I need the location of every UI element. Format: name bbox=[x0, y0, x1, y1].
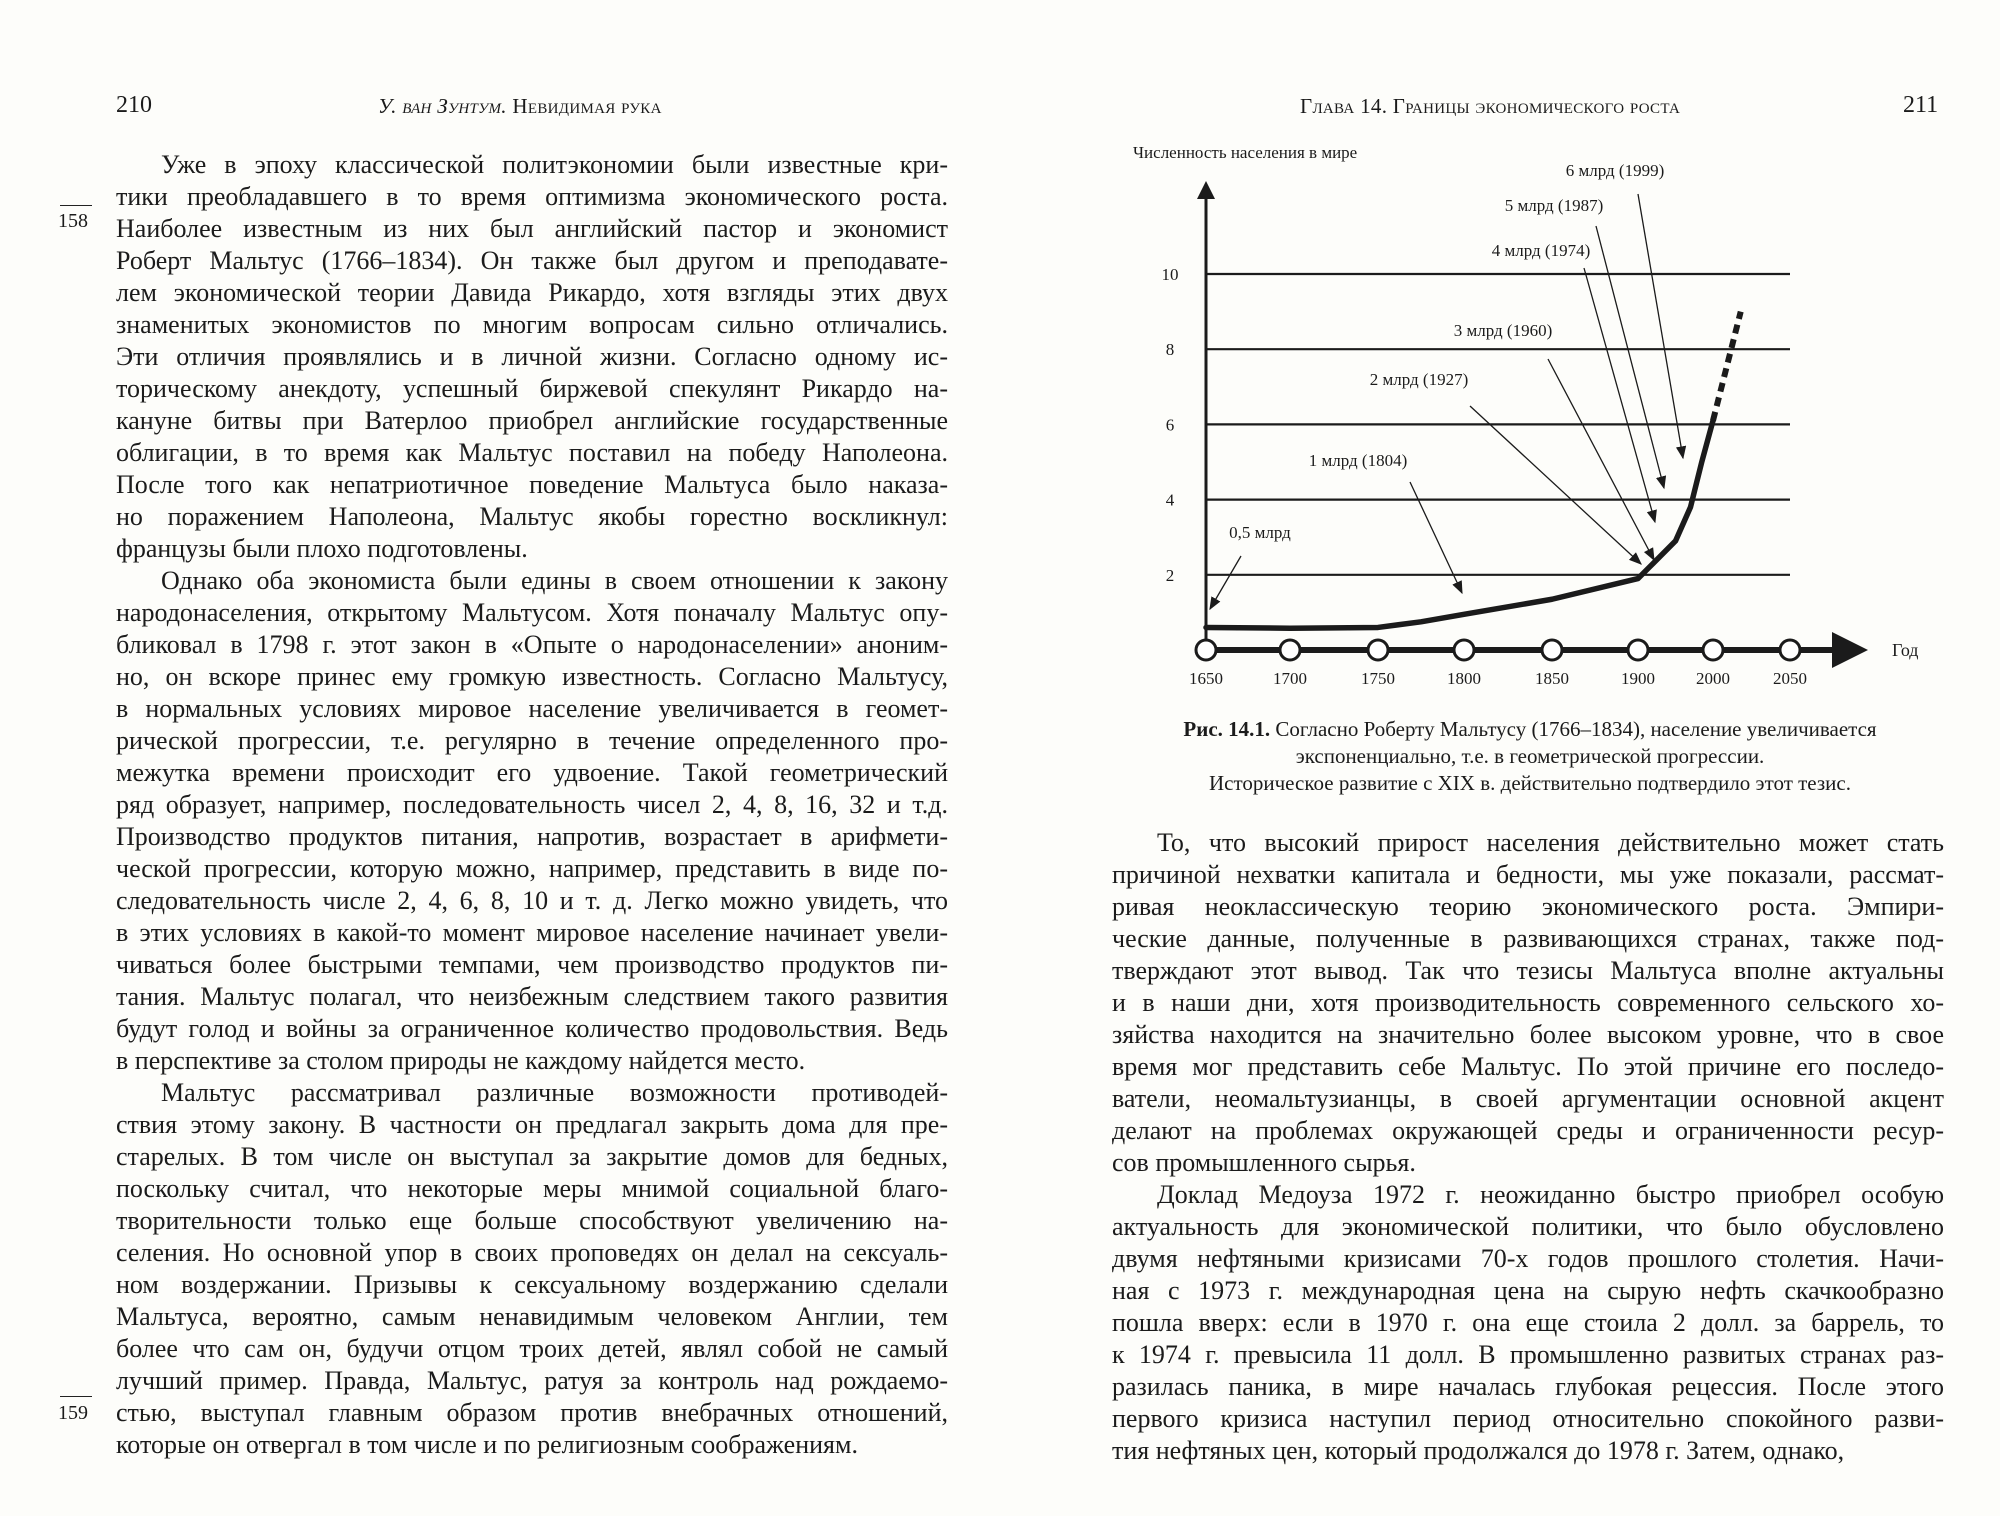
text-line: тия нефтяных цен, который продолжался до 1978 г. Затем, однако, bbox=[1112, 1436, 1845, 1465]
annotation-label: 2 млрд (1927) bbox=[1369, 370, 1469, 389]
text-line: более что сам он, будучи отцом троих детей, являл собой не самый bbox=[116, 1334, 948, 1363]
text-line: Уже в эпоху классической политэкономии были известные кри- bbox=[161, 150, 948, 179]
annotation-arrow bbox=[1638, 194, 1683, 458]
x-tick-marker bbox=[1542, 640, 1562, 660]
text-line: торическому анекдоту, успешный биржевой спекулянт Рикардо на- bbox=[116, 374, 948, 403]
text-line: но, он вскоре принес ему громкую известность. Согласно Мальтусу, bbox=[116, 662, 948, 691]
annotation-label: 4 млрд (1974) bbox=[1491, 241, 1591, 260]
annotation-arrow bbox=[1470, 406, 1641, 564]
text-line: разилась паника, в мире началась глубокая рецессия. После этого bbox=[1112, 1372, 1944, 1401]
x-tick-marker bbox=[1368, 640, 1388, 660]
text-line: ствия этому закону. В частности он предлагал закрыть дома для пре- bbox=[116, 1110, 948, 1139]
text-line: ривая неоклассическую теорию экономического роста. Эмпири- bbox=[1112, 892, 1944, 921]
annotation-label: 5 млрд (1987) bbox=[1504, 196, 1604, 215]
text-line: французы были плохо подготовлены. bbox=[116, 534, 528, 563]
annotation-label: 3 млрд (1960) bbox=[1453, 321, 1553, 340]
text-line: ватели, неомальтузианцы, в своей аргументации основной акцент bbox=[1112, 1084, 1944, 1113]
text-line: следовательность числе 2, 4, 6, 8, 10 и т. д. Легко можно увидеть, что bbox=[116, 886, 948, 915]
caption-line: экспоненциально, т.е. в геометрической прогрессии. bbox=[1295, 744, 1765, 768]
y-axis-label: Численность населения в мире bbox=[1133, 143, 1358, 162]
text-line: ряд образует, например, последовательность чисел 2, 4, 8, 16, 32 и т.д. bbox=[116, 790, 948, 819]
text-line: рической прогрессии, т.е. регулярно в течение определенного про- bbox=[116, 726, 948, 755]
annotation-label: 1 млрд (1804) bbox=[1308, 451, 1408, 470]
text-line: Наиболее известным из них был английский пастор и экономист bbox=[116, 214, 948, 243]
margin-page-ref: 159 bbox=[58, 1402, 88, 1424]
text-line: Производство продуктов питания, напротив, возрастает в арифмети- bbox=[116, 822, 948, 851]
text-line: ном воздержании. Призывы к сексуальному воздержанию сделали bbox=[116, 1270, 948, 1299]
text-line: межутка времени происходит его удвоение. Такой геометрический bbox=[116, 758, 948, 787]
annotation-arrow bbox=[1584, 268, 1655, 522]
text-line: ческой прогрессии, которую можно, например, представить в виде по- bbox=[116, 854, 948, 883]
text-line: творительности только еще больше способствуют увеличению на- bbox=[116, 1206, 948, 1235]
series-line-projection bbox=[1713, 312, 1741, 421]
text-line: После того как непатриотичное поведение Мальтуса было наказа- bbox=[116, 470, 948, 499]
running-head: Глава 14. Границы экономического роста bbox=[1300, 94, 1681, 118]
x-tick-label: 2000 bbox=[1696, 669, 1730, 688]
text-line: ческие данные, полученные в развивающихся странах, также под- bbox=[1112, 924, 1944, 953]
text-line: будут голод и войны за ограниченное количество продовольствия. Ведь bbox=[116, 1014, 948, 1043]
text-line: причиной нехватки капитала и бедности, мы уже показали, рассмат- bbox=[1112, 860, 1944, 889]
text-line: лучший пример. Правда, Мальтус, ратуя за контроль над рождаемо- bbox=[116, 1366, 948, 1395]
text-line: Доклад Медоуза 1972 г. неожиданно быстро приобрел особую bbox=[1157, 1180, 1944, 1209]
text-line: первого кризиса наступил период относительно спокойного разви- bbox=[1112, 1404, 1944, 1433]
annotation-label: 0,5 млрд bbox=[1229, 523, 1291, 542]
text-line: тания. Мальтус полагал, что неизбежным следствием такого развития bbox=[116, 982, 948, 1011]
text-line: облигации, в то время как Мальтус поставил на победу Наполеона. bbox=[116, 438, 948, 467]
text-line: поскольку считал, что некоторые меры мнимой социальной благо- bbox=[116, 1174, 948, 1203]
text-line: старелых. В том числе он выступал за закрытие домов для бедных, bbox=[116, 1142, 948, 1171]
caption-text: Согласно Роберту Мальтусу (1766–1834), население увеличивается bbox=[1275, 717, 1877, 741]
text-line: ная с 1973 г. международная цена на сырую нефть скачкообразно bbox=[1112, 1276, 1944, 1305]
text-line: Роберт Мальтус (1766–1834). Он также был другом и преподавате- bbox=[116, 246, 948, 275]
x-tick-label: 1900 bbox=[1621, 669, 1655, 688]
text-line: лем экономической теории Давида Рикардо, хотя взгляды этих двух bbox=[116, 278, 948, 307]
text-line: делают на проблемах окружающей среды и ограниченности ресур- bbox=[1112, 1116, 1944, 1145]
margin-page-ref: 158 bbox=[58, 210, 88, 232]
text-line: в перспективе за столом природы не каждому найдется место. bbox=[116, 1046, 806, 1075]
text-line: в нормальных условиях мировое население увеличивается в геомет- bbox=[116, 694, 948, 723]
text-line: пошла вверх: если в 1970 г. она еще стоила 2 долл. за баррель, то bbox=[1112, 1308, 1944, 1337]
text-line: двумя нефтяными кризисами 70-х годов прошлого столетия. Начи- bbox=[1112, 1244, 1944, 1273]
x-tick-label: 1800 bbox=[1447, 669, 1481, 688]
text-line: Мальтус рассматривал различные возможности противодей- bbox=[161, 1078, 948, 1107]
annotation-arrow bbox=[1596, 226, 1664, 488]
text-line: сов промышленного сырья. bbox=[1112, 1148, 1416, 1177]
text-line: чиваться более быстрыми темпами, чем производство продуктов пи- bbox=[116, 950, 948, 979]
text-line: но поражением Наполеона, Мальтус якобы горестно воскликнул: bbox=[116, 502, 948, 531]
x-tick-marker bbox=[1628, 640, 1648, 660]
running-head-author: У. ван Зунтум. bbox=[378, 94, 507, 118]
text-line: в этих условиях в какой-то момент мировое население начинает увели- bbox=[116, 918, 948, 947]
x-tick-marker bbox=[1196, 640, 1216, 660]
text-line: Эти отличия проявлялись и в личной жизни. Согласно одному ис- bbox=[116, 342, 948, 371]
x-tick-label: 1850 bbox=[1535, 669, 1569, 688]
text-line: бликовал в 1798 г. этот закон в «Опыте о народонаселении» аноним- bbox=[116, 630, 948, 659]
caption-line: Историческое развитие с XIX в. действительно подтвердило этот тезис. bbox=[1209, 771, 1851, 795]
running-head-title: Невидимая рука bbox=[512, 94, 662, 118]
text-line: и в наши дни, хотя производительность современного сельского хо- bbox=[1112, 988, 1944, 1017]
y-tick-label: 4 bbox=[1165, 490, 1175, 510]
page-number: 210 bbox=[116, 92, 152, 118]
text-line: кануне битвы при Ватерлоо приобрел английские государственные bbox=[116, 406, 948, 435]
annotation-arrow bbox=[1210, 556, 1241, 609]
x-tick-label: 1650 bbox=[1189, 669, 1223, 688]
y-tick-label: 10 bbox=[1161, 265, 1179, 284]
x-tick-marker bbox=[1280, 640, 1300, 660]
text-line: время мог представить себе Мальтус. По этой причине его последо- bbox=[1112, 1052, 1944, 1081]
x-tick-marker bbox=[1780, 640, 1800, 660]
annotation-label: 6 млрд (1999) bbox=[1565, 161, 1665, 180]
x-tick-label: 1750 bbox=[1361, 669, 1395, 688]
text-line: актуальность для экономической политики, что было обусловлено bbox=[1112, 1212, 1944, 1241]
text-line: народонаселения, открытому Мальтусом. Хотя поначалу Мальтус опу- bbox=[116, 598, 948, 627]
x-tick-marker bbox=[1703, 640, 1723, 660]
text-line: Мальтуса, вероятно, самым ненавидимым человеком Англии, тем bbox=[116, 1302, 948, 1331]
text-line: стью, выступал главным образом против внебрачных отношений, bbox=[116, 1398, 948, 1427]
x-tick-label: 2050 bbox=[1773, 669, 1807, 688]
text-line: которые он отвергал в том числе и по религиозным соображениям. bbox=[116, 1430, 858, 1459]
text-line: селения. Но основной упор в своих проповедях он делал на сексуаль- bbox=[116, 1238, 948, 1267]
text-line: тики преобладавшего в то время оптимизма экономического роста. bbox=[116, 182, 948, 211]
page-number: 211 bbox=[1903, 92, 1939, 118]
y-tick-label: 6 bbox=[1165, 415, 1175, 435]
x-tick-label: 1700 bbox=[1273, 669, 1307, 688]
text-line: Однако оба экономиста были едины в своем отношении к закону bbox=[161, 566, 948, 595]
x-axis-label: Год bbox=[1892, 640, 1919, 660]
y-tick-label: 2 bbox=[1165, 565, 1175, 585]
text-line: тверждают этот вывод. Так что тезисы Мальтуса вполне актуальны bbox=[1112, 956, 1944, 985]
y-tick-label: 8 bbox=[1165, 340, 1175, 360]
text-line: знаменитых экономистов по многим вопросам сильно отличались. bbox=[116, 310, 948, 339]
text-line: То, что высокий прирост населения действительно может стать bbox=[1157, 828, 1944, 857]
caption-label: Рис. 14.1. bbox=[1183, 717, 1271, 741]
x-tick-marker bbox=[1454, 640, 1474, 660]
text-line: зяйства находится на значительно более высоком уровне, что в свое bbox=[1112, 1020, 1944, 1049]
text-line: к 1974 г. превысила 11 долл. В промышленно развитых странах раз- bbox=[1112, 1340, 1944, 1369]
